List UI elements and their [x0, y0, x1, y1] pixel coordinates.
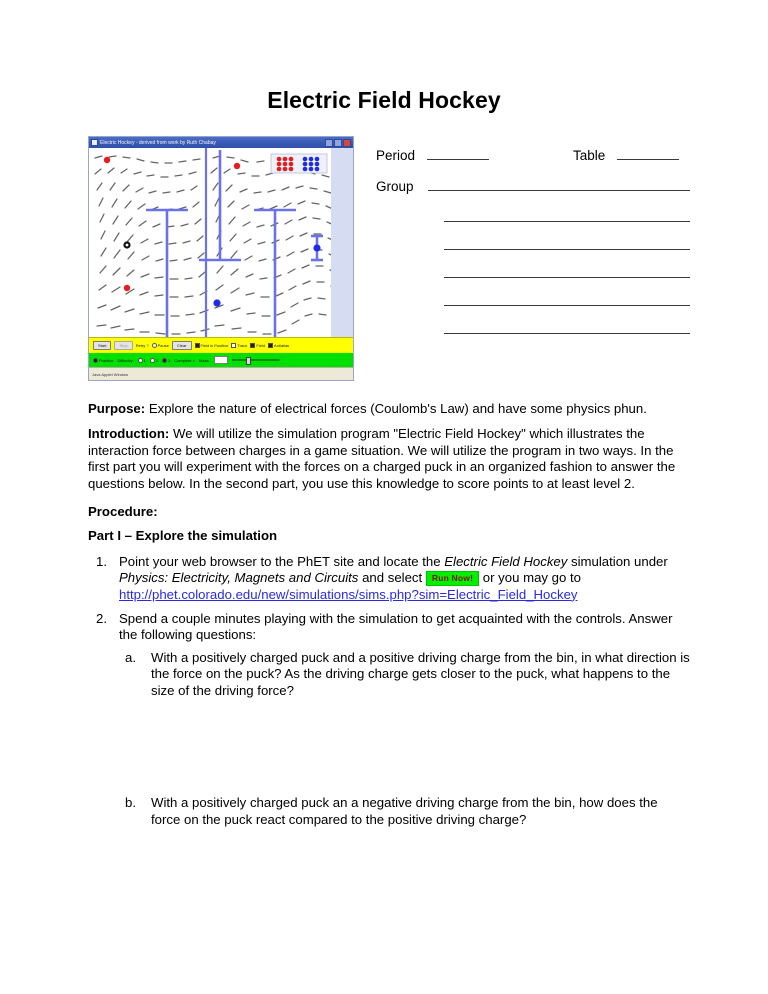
- mass-label: Mass:: [198, 357, 210, 363]
- part-one-heading: Part I – Explore the simulation: [88, 528, 278, 544]
- retry-label: Retry ?: [135, 343, 149, 348]
- trace-label: Trace: [237, 343, 248, 348]
- electric-field-diagram: [89, 148, 353, 337]
- phet-sim-link[interactable]: http://phet.colorado.edu/new/simulations/sims.php?sim=Electric_Field_Hockey: [119, 586, 578, 602]
- radio-dot-icon: [93, 358, 98, 363]
- negative-charge: [313, 244, 320, 251]
- antialias-checkbox[interactable]: [268, 343, 289, 348]
- group-label: Group: [376, 179, 414, 194]
- header-block: [0, 136, 768, 381]
- field-label: Field: [256, 343, 266, 348]
- period-table-row: [376, 148, 690, 163]
- simulation-screenshot: [88, 136, 354, 381]
- app-icon: [91, 139, 98, 146]
- introduction-text: We will utilize the simulation program "Electric Field Hockey" which illustrates the interaction force between charges in a game situation. We will utilize the program in two ways. In the first part you will experiment with the forces on a charged puck in an organized fashion to answer the questions below. In the second part, you use this knowledge to score points to at least level 2.: [88, 426, 676, 491]
- maximize-icon[interactable]: [334, 139, 342, 147]
- field-positive-label: Field is Positive: [200, 343, 229, 348]
- step-2-marker: 2.: [96, 611, 107, 627]
- purpose-text: Explore the nature of electrical forces (Coulomb's Law) and have some physics phun.: [148, 401, 647, 416]
- step-1-text-c: and select: [358, 570, 426, 586]
- practice-label: Practice: [99, 357, 114, 363]
- blank-write-line[interactable]: [444, 210, 690, 222]
- checkbox-icon: [231, 343, 236, 348]
- minimize-icon[interactable]: [325, 139, 333, 147]
- table-input-line[interactable]: [617, 148, 679, 160]
- run-now-button[interactable]: Run Now!: [426, 571, 479, 586]
- difficulty-1-radio[interactable]: [138, 358, 146, 363]
- blank-write-line[interactable]: [444, 266, 690, 278]
- blank-write-line[interactable]: [444, 294, 690, 306]
- procedure-heading: Procedure:: [88, 504, 158, 520]
- period-input-line[interactable]: [427, 148, 489, 160]
- status-text: Java Applet Window: [92, 371, 129, 377]
- charge-bin: [271, 154, 327, 173]
- sim-window-title: Electric Hockey - derived from work by Ruth Chabay: [100, 139, 216, 146]
- mass-input[interactable]: [214, 356, 228, 364]
- difficulty-1-label: 1: [143, 357, 146, 363]
- step-1-text-a: Point your web browser to the PhET site and locate the: [119, 553, 445, 569]
- difficulty-3-label: 3: [168, 357, 171, 363]
- start-button[interactable]: Start: [93, 341, 111, 350]
- difficulty-3-radio[interactable]: [162, 358, 170, 363]
- clear-button[interactable]: Clear: [172, 341, 192, 350]
- checkbox-icon: [250, 343, 255, 348]
- purpose-paragraph: [88, 401, 690, 417]
- procedure-steps: [88, 554, 690, 828]
- group-row: [376, 179, 690, 194]
- complete-label: Complete >: [174, 357, 195, 363]
- radio-dot-icon: [150, 358, 155, 363]
- table-label: Table: [573, 148, 606, 163]
- field-checkbox[interactable]: [250, 343, 265, 348]
- step-1-text-d: or you may go to: [479, 570, 582, 586]
- step-2: [88, 611, 690, 828]
- step-2a-marker: a.: [125, 649, 136, 665]
- step-2a-text: With a positively charged puck and a positive driving charge from the bin, in what direction is the force on the puck? As the driving charge gets closer to the puck, what happens to the size of the driving force?: [151, 649, 690, 698]
- sim-controls-bar[interactable]: [89, 337, 353, 353]
- step-1: [88, 554, 690, 603]
- positive-charge: [104, 157, 110, 163]
- step-2a: [119, 650, 690, 699]
- introduction-paragraph: [88, 426, 690, 492]
- trace-checkbox[interactable]: [231, 343, 247, 348]
- sim-right-gutter: [331, 148, 353, 337]
- window-buttons: [325, 139, 351, 147]
- student-info-form: [354, 136, 768, 350]
- blank-write-line[interactable]: [444, 322, 690, 334]
- difficulty-2-label: 2: [155, 357, 159, 363]
- slider-knob[interactable]: [246, 357, 251, 365]
- step-2b-text: With a positively charged puck an a negative driving charge from the bin, how does the force on the puck react compared to the positive driving charge?: [151, 795, 658, 827]
- checkbox-icon: [268, 343, 273, 348]
- close-icon[interactable]: [343, 139, 351, 147]
- group-input-line[interactable]: [428, 179, 690, 191]
- period-label: Period: [376, 148, 416, 163]
- document-body: [0, 401, 768, 828]
- negative-charge: [213, 299, 220, 306]
- step-2-text: Spend a couple minutes playing with the simulation to get acquainted with the controls. Answer the following questions:: [119, 611, 673, 643]
- difficulty-label: Difficulty:: [117, 357, 134, 363]
- category-name-italic: Physics: Electricity, Magnets and Circuits: [119, 570, 359, 586]
- positive-charge: [234, 163, 240, 169]
- step-1-text-b: simulation under: [567, 553, 668, 569]
- blank-write-line[interactable]: [444, 238, 690, 250]
- practice-radio[interactable]: [93, 358, 113, 363]
- sim-options-bar[interactable]: [89, 353, 353, 367]
- difficulty-2-radio[interactable]: [150, 358, 158, 363]
- sim-status-bar: [89, 367, 353, 380]
- radio-dot-icon: [138, 358, 143, 363]
- speed-slider[interactable]: [232, 359, 280, 361]
- field-positive-checkbox[interactable]: [195, 343, 229, 348]
- pause-radio[interactable]: [152, 343, 169, 348]
- page-title: Electric Field Hockey: [267, 87, 501, 113]
- step-2b: [119, 795, 690, 828]
- positive-charge: [124, 285, 130, 291]
- checkbox-icon: [195, 343, 200, 348]
- radio-dot-icon: [152, 343, 157, 348]
- step-1-marker: 1.: [96, 553, 107, 569]
- step-2-subitems: [119, 650, 690, 828]
- purpose-label: Purpose:: [88, 401, 146, 416]
- stop-button[interactable]: Stop: [114, 341, 132, 350]
- antialias-label: Antialias: [274, 343, 290, 348]
- sim-field-canvas[interactable]: [89, 148, 353, 337]
- step-2b-marker: b.: [125, 795, 136, 811]
- pause-label: Pause: [157, 343, 169, 348]
- sim-name-italic: Electric Field Hockey: [444, 553, 568, 569]
- sim-window-titlebar: [89, 137, 353, 148]
- introduction-label: Introduction:: [88, 426, 170, 442]
- radio-dot-icon: [162, 358, 167, 363]
